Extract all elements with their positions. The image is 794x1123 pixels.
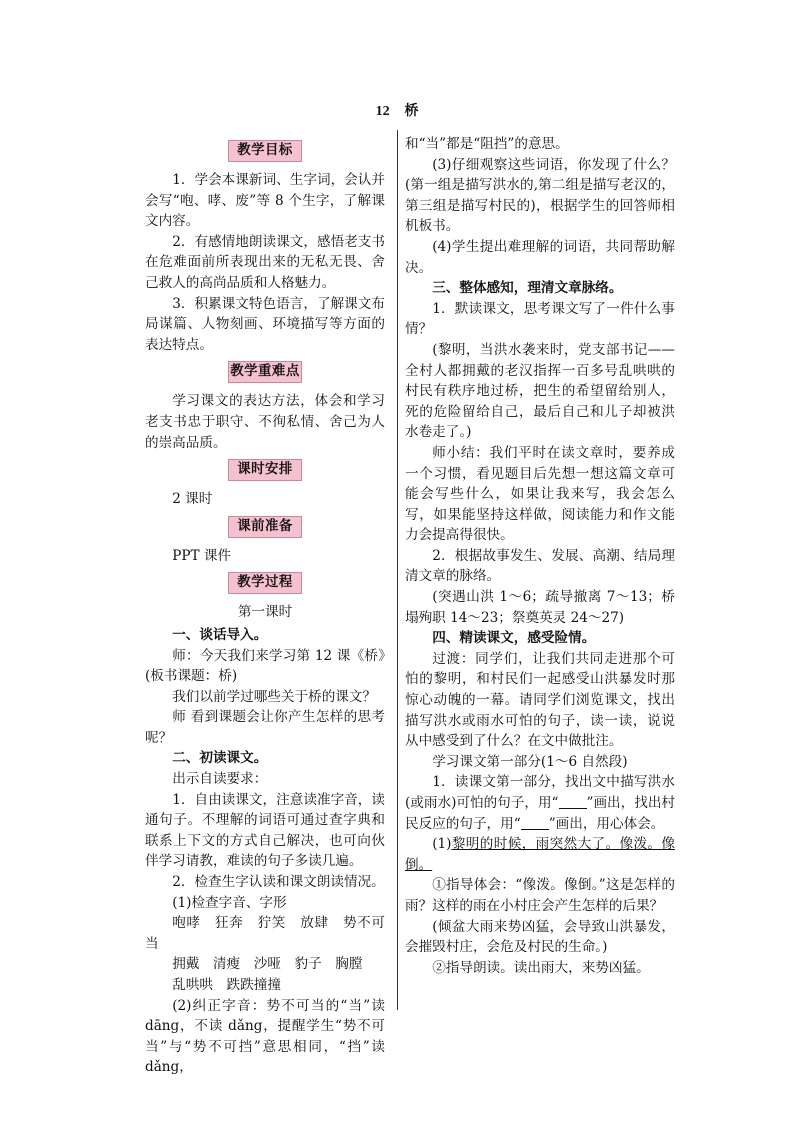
word-list: 咆哮 狂奔 狞笑 放肆 势不可当 bbox=[145, 915, 385, 952]
paragraph bbox=[405, 772, 675, 834]
step-2-heading: 二、初读课文。 bbox=[172, 750, 268, 767]
paragraph: (4)学生提出难理解的词语，共同帮助解决。 bbox=[405, 238, 675, 276]
word-list: 乱哄哄 跌跌撞撞 bbox=[172, 977, 281, 993]
preparation-text: PPT 课件 bbox=[172, 547, 232, 564]
paragraph: (2)纠正字音：势不可当的“当”读 dāng，不读 dǎng，提醒学生“势不可当”与“势不可挡”意思相同，“挡”读 dǎng， bbox=[145, 997, 385, 1076]
lesson-period: 第一课时 bbox=[237, 604, 293, 621]
section-heading-goals: 教学目标 bbox=[228, 140, 302, 162]
paragraph: 师 看到课题会让你产生怎样的思考呢？ bbox=[145, 709, 385, 746]
paragraph: 过渡：同学们，让我们共同走进那个可怕的黎明，和村民们一起感受山洪暴发时那惊心动魄的一幕。请同学们浏览课文，找出描写洪水或雨水可怕的句子，读一读，说说从中感受到了什么？在文中做批注。 bbox=[405, 650, 675, 750]
step-3-heading: 三、整体感知，理清文章脉络。 bbox=[432, 280, 623, 297]
underlined-sentence: 黎明的时候，雨突然大了。像泼。像倒。 bbox=[405, 836, 675, 873]
lesson-title: 桥 bbox=[404, 103, 419, 119]
paragraph: 1．自由读课文，注意读准字音，读通句子。不理解的词语可通过查字典和联系上下文的方式自己解决，也可向伙伴学习请教，难读的句子多读几遍。 bbox=[145, 791, 385, 870]
right-column bbox=[405, 134, 675, 978]
schedule-text: 2 课时 bbox=[172, 491, 213, 508]
wavy-line-blank bbox=[521, 815, 549, 830]
paragraph: ②指导朗读。读出雨大，来势凶猛。 bbox=[432, 959, 650, 976]
paragraph: 2．根据故事发生、发展、高潮、结局理清文章的脉络。 bbox=[405, 547, 675, 585]
left-column bbox=[145, 134, 385, 1078]
section-heading-keypoints: 教学重难点 bbox=[228, 361, 302, 383]
paragraph bbox=[405, 834, 675, 875]
underline-blank bbox=[559, 794, 587, 809]
paragraph: 师：今天我们来学习第 12 课《桥》(板书课题：桥) bbox=[145, 647, 385, 685]
paragraph: (1)检查字音、字形 bbox=[172, 894, 287, 911]
step-1-heading: 一、谈话导入。 bbox=[172, 626, 268, 643]
section-heading-preparation: 课前准备 bbox=[228, 516, 302, 538]
column-divider bbox=[397, 130, 398, 1010]
text-fragment: (1) bbox=[432, 836, 452, 853]
lesson-number: 12 bbox=[375, 104, 390, 119]
paragraph: 和“当”都是“阻挡”的意思。 bbox=[405, 136, 569, 152]
text-fragment: ”画出，用心体会。 bbox=[548, 815, 665, 832]
text-fragment: 1．读课文第一部分，找出文中描写洪水(或雨水)可怕的句子，用“ bbox=[405, 774, 675, 811]
section-heading-process: 教学过程 bbox=[228, 572, 302, 594]
step-4-heading: 四、精读课文，感受险情。 bbox=[432, 630, 596, 647]
paragraph: (3)仔细观察这些词语，你发现了什么？(第一组是描写洪水的,第二组是描写老汉的，第三组是描写村民的)，根据学生的回答师相机板书。 bbox=[405, 156, 675, 235]
page-title bbox=[0, 100, 794, 120]
paragraph: ①指导体会：“像泼。像倒。”这是怎样的雨？这样的雨在小村庄会产生怎样的后果？ bbox=[405, 877, 675, 914]
keypoints-text: 学习课文的表达方法，体会和学习老支书忠于职守、不徇私情、舍己为人的崇高品质。 bbox=[145, 393, 385, 451]
goal-1: 1．学会本课新词、生字词，会认并会写“咆、哮、废”等 8 个生字，了解课文内容。 bbox=[145, 172, 385, 230]
paragraph: (突遇山洪 1～6；疏导撤离 7～13；桥塌殉职 14～23；祭奠英灵 24～27) bbox=[405, 589, 675, 626]
paragraph: 我们以前学过哪些关于桥的课文？ bbox=[172, 688, 377, 705]
paragraph: 师小结：我们平时在读文章时，要养成一个习惯，看见题目后先想一想这篇文章可能会写些什么，如果让我来写，我会怎么写，如果能坚持这样做，阅读能力和作文能力会提高得很快。 bbox=[405, 444, 675, 544]
section-heading-schedule: 课时安排 bbox=[228, 459, 302, 481]
goal-2: 2．有感情地朗读课文，感悟老支书在危难面前所表现出来的无私无畏、舍己救人的高尚品质和人格魅力。 bbox=[145, 233, 385, 291]
paragraph: 2．检查生字认读和课文朗读情况。 bbox=[172, 874, 385, 891]
text-fragment: ”画出，找出村民反应的句子，用“ bbox=[405, 795, 676, 832]
paragraph: (倾盆大雨来势凶猛，会导致山洪暴发，会摧毁村庄，会危及村民的生命。) bbox=[405, 918, 675, 956]
paragraph: (黎明，当洪水袭来时，党支部书记——全村人都拥戴的老汉指挥一百多号乱哄哄的村民有秩序地过桥，把生的希望留给别人，死的危险留给自己，最后自己和儿子却被洪水卷走了。) bbox=[405, 341, 675, 441]
word-list: 拥戴 清瘦 沙哑 豹子 胸膛 bbox=[172, 956, 363, 973]
paragraph: 出示自读要求： bbox=[172, 771, 268, 788]
paragraph: 1．默读课文，思考课文写了一件什么事情？ bbox=[405, 300, 675, 338]
paragraph: 学习课文第一部分(1～6 自然段) bbox=[432, 753, 628, 770]
goal-3: 3．积累课文特色语言，了解课文布局谋篇、人物刻画、环境描写等方面的表达特点。 bbox=[145, 295, 385, 353]
